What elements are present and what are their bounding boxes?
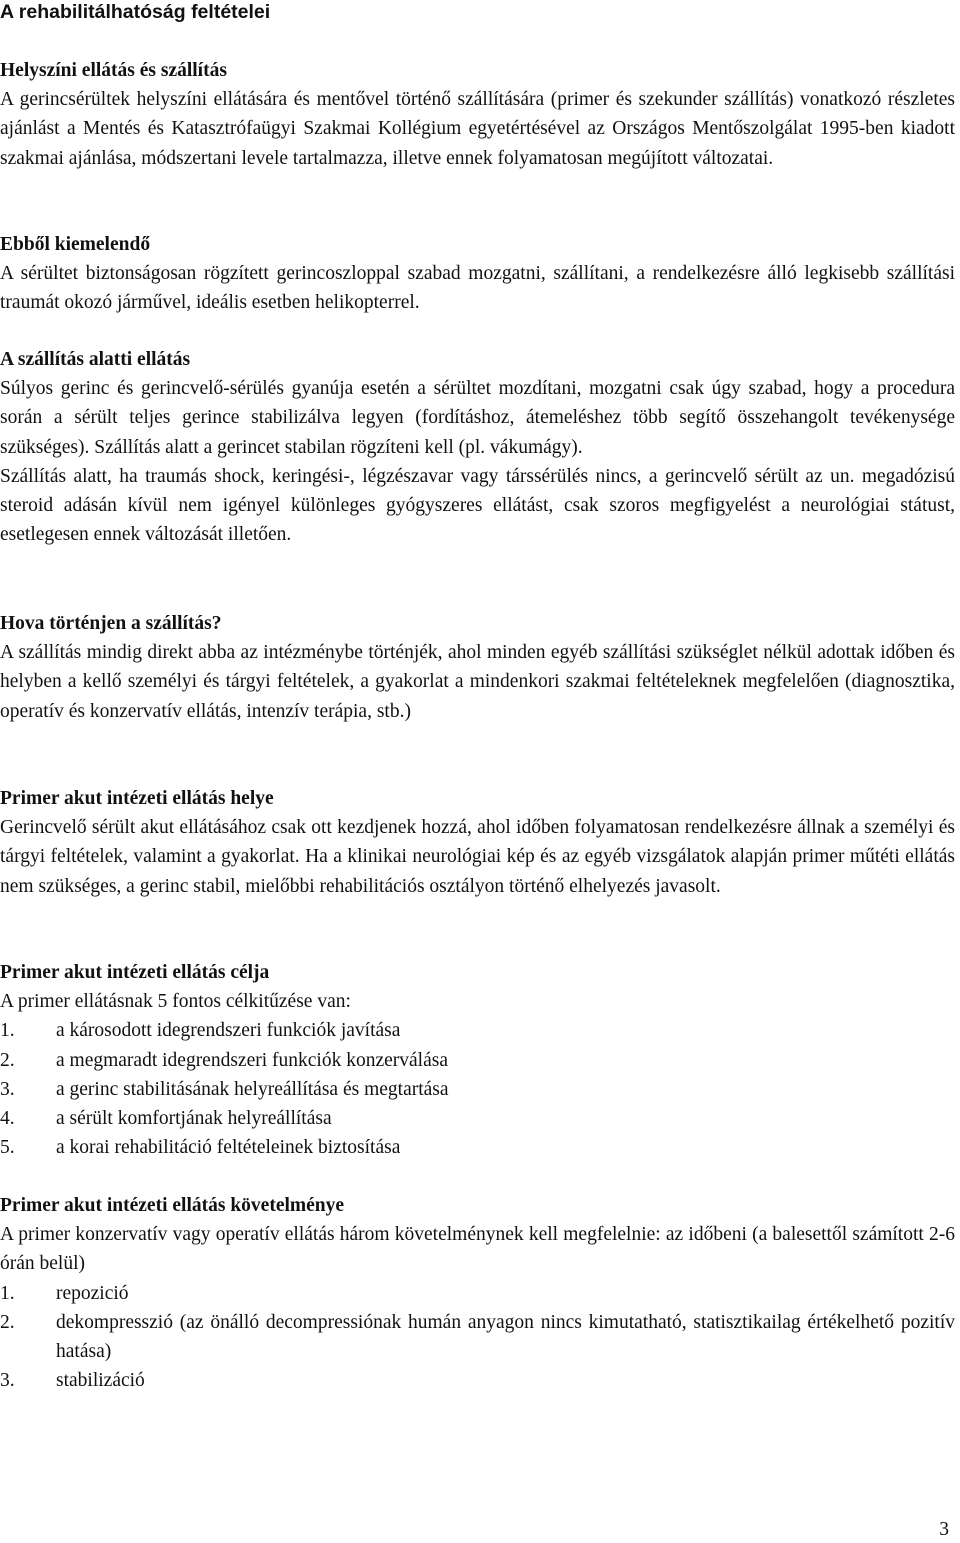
section-intro: A primer konzervatív vagy operatív ellátás három követelménynek kell megfelelnie: az időbeni (a balesettől számított 2-6 órán belül) [0,1224,955,1275]
list-item-number: 2. [0,1311,15,1333]
section-primary-care-requirements [0,1191,955,1395]
list-item-text: a sérült komfortjának helyreállítása [56,1108,332,1130]
list-item-text: stabilizáció [56,1370,145,1392]
list-item [0,1279,955,1308]
list-item-number: 3. [0,1370,15,1392]
section-heading: Ebből kiemelendő [0,234,151,255]
list-item [0,1366,955,1395]
list-item [0,1308,955,1366]
section-heading: Helyszíni ellátás és szállítás [0,60,227,81]
list-item [0,1133,955,1162]
list-item [0,1104,955,1133]
section-heading: Hova történjen a szállítás? [0,613,222,634]
list-item [0,1075,955,1104]
list-item-text: a korai rehabilitáció feltételeinek biztosítása [56,1137,401,1159]
section-transport-destination [0,609,955,726]
section-primary-care-goals [0,958,955,1162]
page-number: 3 [939,1519,949,1540]
section-paragraph: Súlyos gerinc és gerincvelő-sérülés gyanúja esetén a sérültet mozdítani, mozgatni csak úgy szabad, hogy a procedura során a sérült teljes gerince stabilizálva legyen (fordításhoz, átemeléshez több segítő összehangolt tevékenysége szükséges). Szállítás alatt a gerincet stabilan rögzíteni kell (pl. vákumágy). [0,378,955,458]
list-item-number: 5. [0,1137,15,1159]
list-item-number: 4. [0,1108,15,1130]
list-item-number: 3. [0,1078,15,1100]
list-item-text: dekompresszió (az önálló decompressiónak humán anyagon nincs kimutatható, statisztikailag értékelhető pozitív hatása) [56,1311,955,1363]
list-item-number: 1. [0,1020,15,1042]
list-item-text: a gerinc stabilitásának helyreállítása és megtartása [56,1078,449,1100]
section-paragraph: A sérültet biztonságosan rögzített gerincoszloppal szabad mozgatni, szállítani, a rendelkezésre álló legkisebb szállítási traumát okozó járművel, ideális esetben helikopterrel. [0,263,955,314]
section-heading: Primer akut intézeti ellátás célja [0,962,270,983]
document-title: A rehabilitálhatóság feltételei [0,1,271,23]
section-heading: A szállítás alatti ellátás [0,349,191,370]
section-paragraph: A szállítás mindig direkt abba az intézménybe történjék, ahol minden egyéb szállítási szükséglet nélkül adottak időben és helyben a kellő személyi és tárgyi feltételek, a gyakorlat a mindenkori szakmai feltételeknek megfelelően (diagnosztika, operatív és konzervatív ellátás, intenzív terápia, stb.) [0,642,955,722]
list-item-number: 2. [0,1049,15,1071]
list-item [0,1016,955,1045]
section-paragraph: Gerincvelő sérült akut ellátásához csak ott kezdjenek hozzá, ahol időben folyamatosan rendelkezésre állnak a személyi és tárgyi feltételek, valamint a gyakorlat. Ha a klinikai neurológiai kép és az egyéb vizsgálatok alapján primer műtéti ellátás nem szükséges, a gerinc stabil, mielőbbi rehabilitációs osztályon történő elhelyezés javasolt. [0,817,955,897]
section-heading: Primer akut intézeti ellátás követelménye [0,1195,345,1216]
section-paragraph: A gerincsérültek helyszíni ellátására és mentővel történő szállítására (primer és szekunder szállítás) vonatkozó részletes ajánlást a Mentés és Katasztrófaügyi Szakmai Kollégium egyetértésével az Országos Mentőszolgálat 1995-ben kiadott szakmai ajánlása, módszertani levele tartalmazza, illetve ennek folyamatosan megújított változatai. [0,89,955,169]
list-item-number: 1. [0,1282,15,1304]
section-heading: Primer akut intézeti ellátás helye [0,788,274,809]
section-paragraph: Szállítás alatt, ha traumás shock, keringési-, légzészavar vagy társsérülés nincs, a gerincvelő sérült az un. megadózisú steroid adásán kívül nem igényel különleges gyógyszeres ellátást, csak szoros megfigyelést a neurológiai státust, esetlegesen ennek változását illetően. [0,465,955,546]
section-intro: A primer ellátásnak 5 fontos célkitűzése van: [0,991,351,1013]
section-transport-care [0,345,955,549]
requirements-list [0,1279,955,1396]
list-item [0,1046,955,1075]
list-item-text: repozició [56,1282,129,1304]
section-on-site-care [0,56,955,173]
list-item-text: a megmaradt idegrendszeri funkciók konzerválása [56,1049,448,1071]
list-item-text: a károsodott idegrendszeri funkciók javítása [56,1020,401,1042]
goals-list [0,1016,955,1162]
section-primary-care-location [0,784,955,901]
section-highlight [0,230,955,318]
